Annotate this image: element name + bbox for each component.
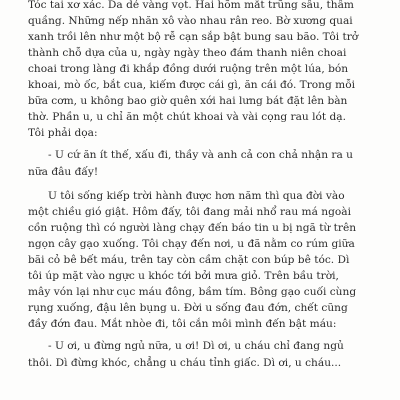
dialogue-line: nữa đâu đấy!	[28, 166, 99, 178]
text-line: khoai, mò ốc, bắt cua, kiếm được cái gì, ăn cái đó. Trong mỗi	[28, 79, 356, 91]
text-line: Tôi phải dọa:	[28, 127, 98, 139]
text-line: quầng. Những nếp nhăn xô vào nhau rân reo. Bờ xương quai	[28, 15, 353, 27]
text-line: Tóc tai xơ xác. Da dẻ vàng vọt. Hai hõm mắt trũng sâu, thâm	[28, 0, 354, 11]
text-line: tôi úp mặt vào ngực u khóc tới bởi mưa giỏ. Trên bầu trời,	[28, 270, 339, 282]
text-line: bãi cỏ bê bết máu, trên tay còn cầm chặt con búp bê tóc. Dì	[28, 254, 350, 266]
dialogue-line: - U cứ ăn ít thế, xấu đi, thầy và anh cả con chả nhận ra u	[48, 149, 353, 161]
text-line: choai trong làng đi khắp đồng dưới ruộng trên một lúa, bón	[28, 63, 349, 75]
text-line: ngọn cây gạo xuống. Tôi chạy đến nơi, u đã nằm co rúm giữa	[28, 238, 355, 250]
dialogue-line: thôi. Dì đừng khóc, chẳng u cháu tỉnh giấc. Dì ơi, u cháu...	[28, 357, 342, 369]
text-line: đầy đớn đau. Mắt nhòe đi, tôi cắn môi mình đến bật máu:	[28, 318, 337, 330]
text-line: bữa cơm, u không bao giờ quên xới hai lưng bát đặt lên bàn	[28, 95, 348, 107]
text-line: rụng xuống, đậu lên bụng u. Đời u sống đau đớn, chết cũng	[28, 302, 348, 314]
paragraph-start-line: U tôi sống kiếp trời hành được hơn năm thì qua đời vào	[48, 190, 345, 202]
text-line: thờ. Phần u, u chỉ ăn một chút khoai và vài cọng rau lót dạ.	[28, 111, 346, 123]
text-line: mây vón lại như cục máu đông, bầm tím. Bông gạo cuối cùng	[28, 286, 357, 298]
text-line: một chiều gió giật. Hôm đấy, tôi đang mải nhổ rau má ngoài	[28, 206, 351, 218]
text-line: cồn ruộng thì có người làng chạy đến báo tin u bị ngã từ trên	[28, 222, 357, 234]
text-line: thành chỗ dựa của u, ngày ngày theo đám thanh niên choai	[28, 47, 347, 59]
dialogue-line: - U ơi, u đừng ngủ nữa, u ơi! Dì ơi, u cháu chỉ đang ngủ	[48, 340, 344, 352]
text-line: xanh trồi lên như một bộ rễ cạn sắp bật bung sau bão. Tôi trở	[28, 31, 359, 43]
